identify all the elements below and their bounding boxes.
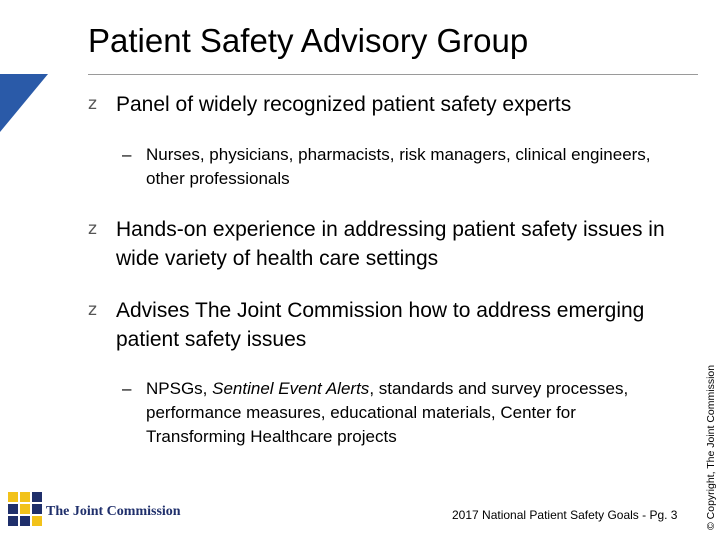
corner-triangle-decoration [0, 74, 48, 132]
bullet-mark: z [88, 94, 97, 114]
slide-title: Patient Safety Advisory Group [88, 22, 529, 59]
logo-wordmark: The Joint Commission [46, 504, 181, 519]
bullet-text: Advises The Joint Commission how to address emerging patient safety issues [116, 299, 645, 351]
title-divider [88, 74, 698, 75]
copyright-notice: © Copyright, The Joint Commission [705, 364, 717, 530]
slide-footer: 2017 National Patient Safety Goals - Pg. 3 [452, 508, 678, 522]
sentinel-event-alerts-italic: Sentinel Event Alerts [212, 379, 370, 398]
sub-bullet-text-prefix: NPSGs, [146, 379, 213, 398]
bullet-text: Panel of widely recognized patient safety experts [116, 93, 572, 116]
bullet-mark: z [88, 300, 97, 320]
joint-commission-logo-mark-icon [8, 492, 42, 526]
bullet-item [88, 296, 676, 354]
bullet-item [88, 90, 676, 119]
bullet-item [88, 215, 676, 273]
bullet-mark: z [88, 219, 97, 239]
sub-bullet-text [146, 377, 656, 449]
joint-commission-logo [8, 492, 181, 526]
sub-bullet-dash: – [122, 379, 132, 398]
sub-bullet-dash: – [122, 145, 132, 164]
sub-bullet-item [122, 143, 656, 191]
sub-bullet-text-suffix: , standards and survey processes, performance measures, educational materials, Center for Transforming Healthcare projects [146, 379, 629, 446]
sub-bullet-item [122, 377, 656, 449]
bullet-text: Hands-on experience in addressing patient safety issues in wide variety of health care settings [116, 218, 665, 270]
sub-bullet-text: Nurses, physicians, pharmacists, risk managers, clinical engineers, other professionals [146, 145, 651, 188]
